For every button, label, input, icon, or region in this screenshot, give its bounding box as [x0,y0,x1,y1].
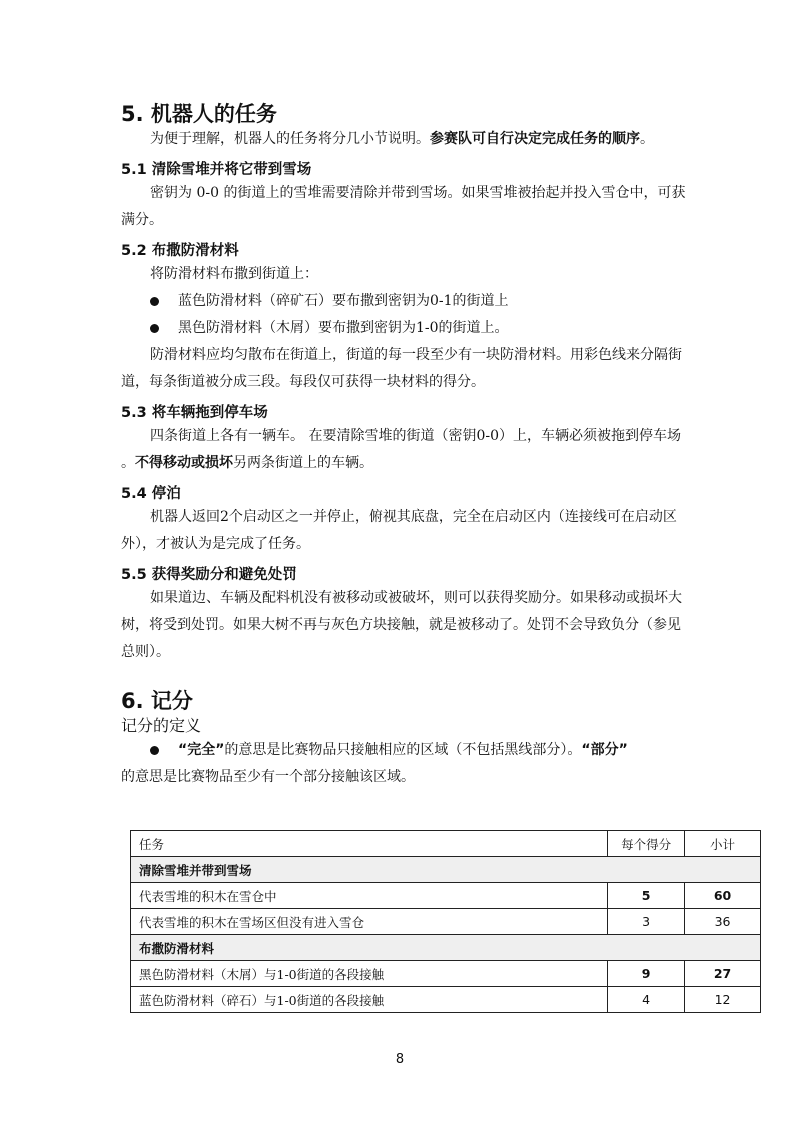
row-subtotal: 60 [685,883,761,909]
definition-line2: 的意思是比赛物品至少有一个部分接触该区域。 [121,769,415,785]
header-subtotal: 小计 [685,831,761,857]
table-row [131,883,761,909]
table-group-row [131,857,761,883]
bullet-dot-icon [150,297,159,306]
intro-end: 。 [640,131,654,147]
s55-line1: 如果道边、车辆及配料机没有被移动或被破坏，则可以获得奖励分。如果移动或损坏大 [150,590,682,606]
row-subtotal: 27 [685,961,761,987]
row-points-each: 9 [608,961,685,987]
section-5-intro [150,131,654,147]
scoring-definition-subtitle: 记分的定义 [121,716,202,735]
s54-line2: 外），才被认为是完成了任务。 [121,536,310,552]
definition-line1 [178,742,628,758]
s54-line1: 机器人返回2个启动区之一并停止，俯视其底盘，完全在启动区内（连接线可在启动区 [150,509,677,525]
s52-bullet1: 蓝色防滑材料（碎矿石）要布撒到密钥为0-1的街道上 [178,293,509,309]
s51-line2: 满分。 [121,212,163,228]
row-subtotal: 36 [685,909,761,935]
group-title: 布撒防滑材料 [131,935,761,961]
subsection-5-2-title: 5.2 布撒防滑材料 [121,243,239,259]
table-row [131,961,761,987]
group-title: 清除雪堆并带到雪场 [131,857,761,883]
intro-plain: 为便于理解，机器人的任务将分几小节说明。 [150,131,430,147]
s51-line1: 密钥为 0-0 的街道上的雪堆需要清除并带到雪场。如果雪堆被抬起并投入雪仓中，可获 [150,185,686,201]
s52-bullet2: 黑色防滑材料（木屑）要布撒到密钥为1-0的街道上。 [178,320,509,336]
intro-bold: 参赛队可自行决定完成任务的顺序 [430,131,640,147]
page-number: 8 [395,1052,405,1067]
s53-line1: 四条街道上各有一辆车。 在要清除雪堆的街道（密钥0-0）上，车辆必须被拖到停车场 [150,428,681,444]
bullet-dot-icon [150,746,159,755]
row-points-each: 3 [608,909,685,935]
table-group-row [131,935,761,961]
score-table [130,830,761,1013]
s53-line2 [121,455,373,471]
definition-mid: 的意思是比赛物品只接触相应的区域（不包括黑线部分）。 [224,742,582,758]
row-task: 黑色防滑材料（木屑）与1-0街道的各段接触 [131,961,608,987]
section-6-title: 6. 记分 [121,689,193,713]
s55-line3: 总则）。 [121,644,170,660]
definition-complete: “完全” [178,742,225,758]
table-header-row [131,831,761,857]
row-points-each: 4 [608,987,685,1013]
row-task: 代表雪堆的积木在雪场区但没有进入雪仓 [131,909,608,935]
s53-line2-rest: 另两条街道上的车辆。 [233,455,373,471]
header-task: 任务 [131,831,608,857]
subsection-5-5-title: 5.5 获得奖励分和避免处罚 [121,567,297,583]
s52-line1: 防滑材料应均匀散布在街道上，街道的每一段至少有一块防滑材料。用彩色线来分隔街 [150,347,682,363]
s55-line2: 树，将受到处罚。如果大树不再与灰色方块接触，就是被移动了。处罚不会导致负分（参见 [121,617,681,633]
section-5-title: 5. 机器人的任务 [121,102,277,126]
s52-line2: 道，每条街道被分成三段。每段仅可获得一块材料的得分。 [121,374,485,390]
subsection-5-1-title: 5.1 清除雪堆并将它带到雪场 [121,162,312,178]
row-task: 代表雪堆的积木在雪仓中 [131,883,608,909]
subsection-5-4-title: 5.4 停泊 [121,486,181,502]
bullet-dot-icon [150,324,159,333]
s52-intro: 将防滑材料布撒到街道上： [150,266,318,282]
row-points-each: 5 [608,883,685,909]
subsection-5-3-title: 5.3 将车辆拖到停车场 [121,405,268,421]
row-task: 蓝色防滑材料（碎石）与1-0街道的各段接触 [131,987,608,1013]
table-row [131,909,761,935]
row-subtotal: 12 [685,987,761,1013]
table-row [131,987,761,1013]
s53-line2-dot: 。 [121,455,135,471]
s53-line2-bold: 不得移动或损坏 [135,455,233,471]
header-points-each: 每个得分 [608,831,685,857]
definition-partial: “部分” [581,742,628,758]
